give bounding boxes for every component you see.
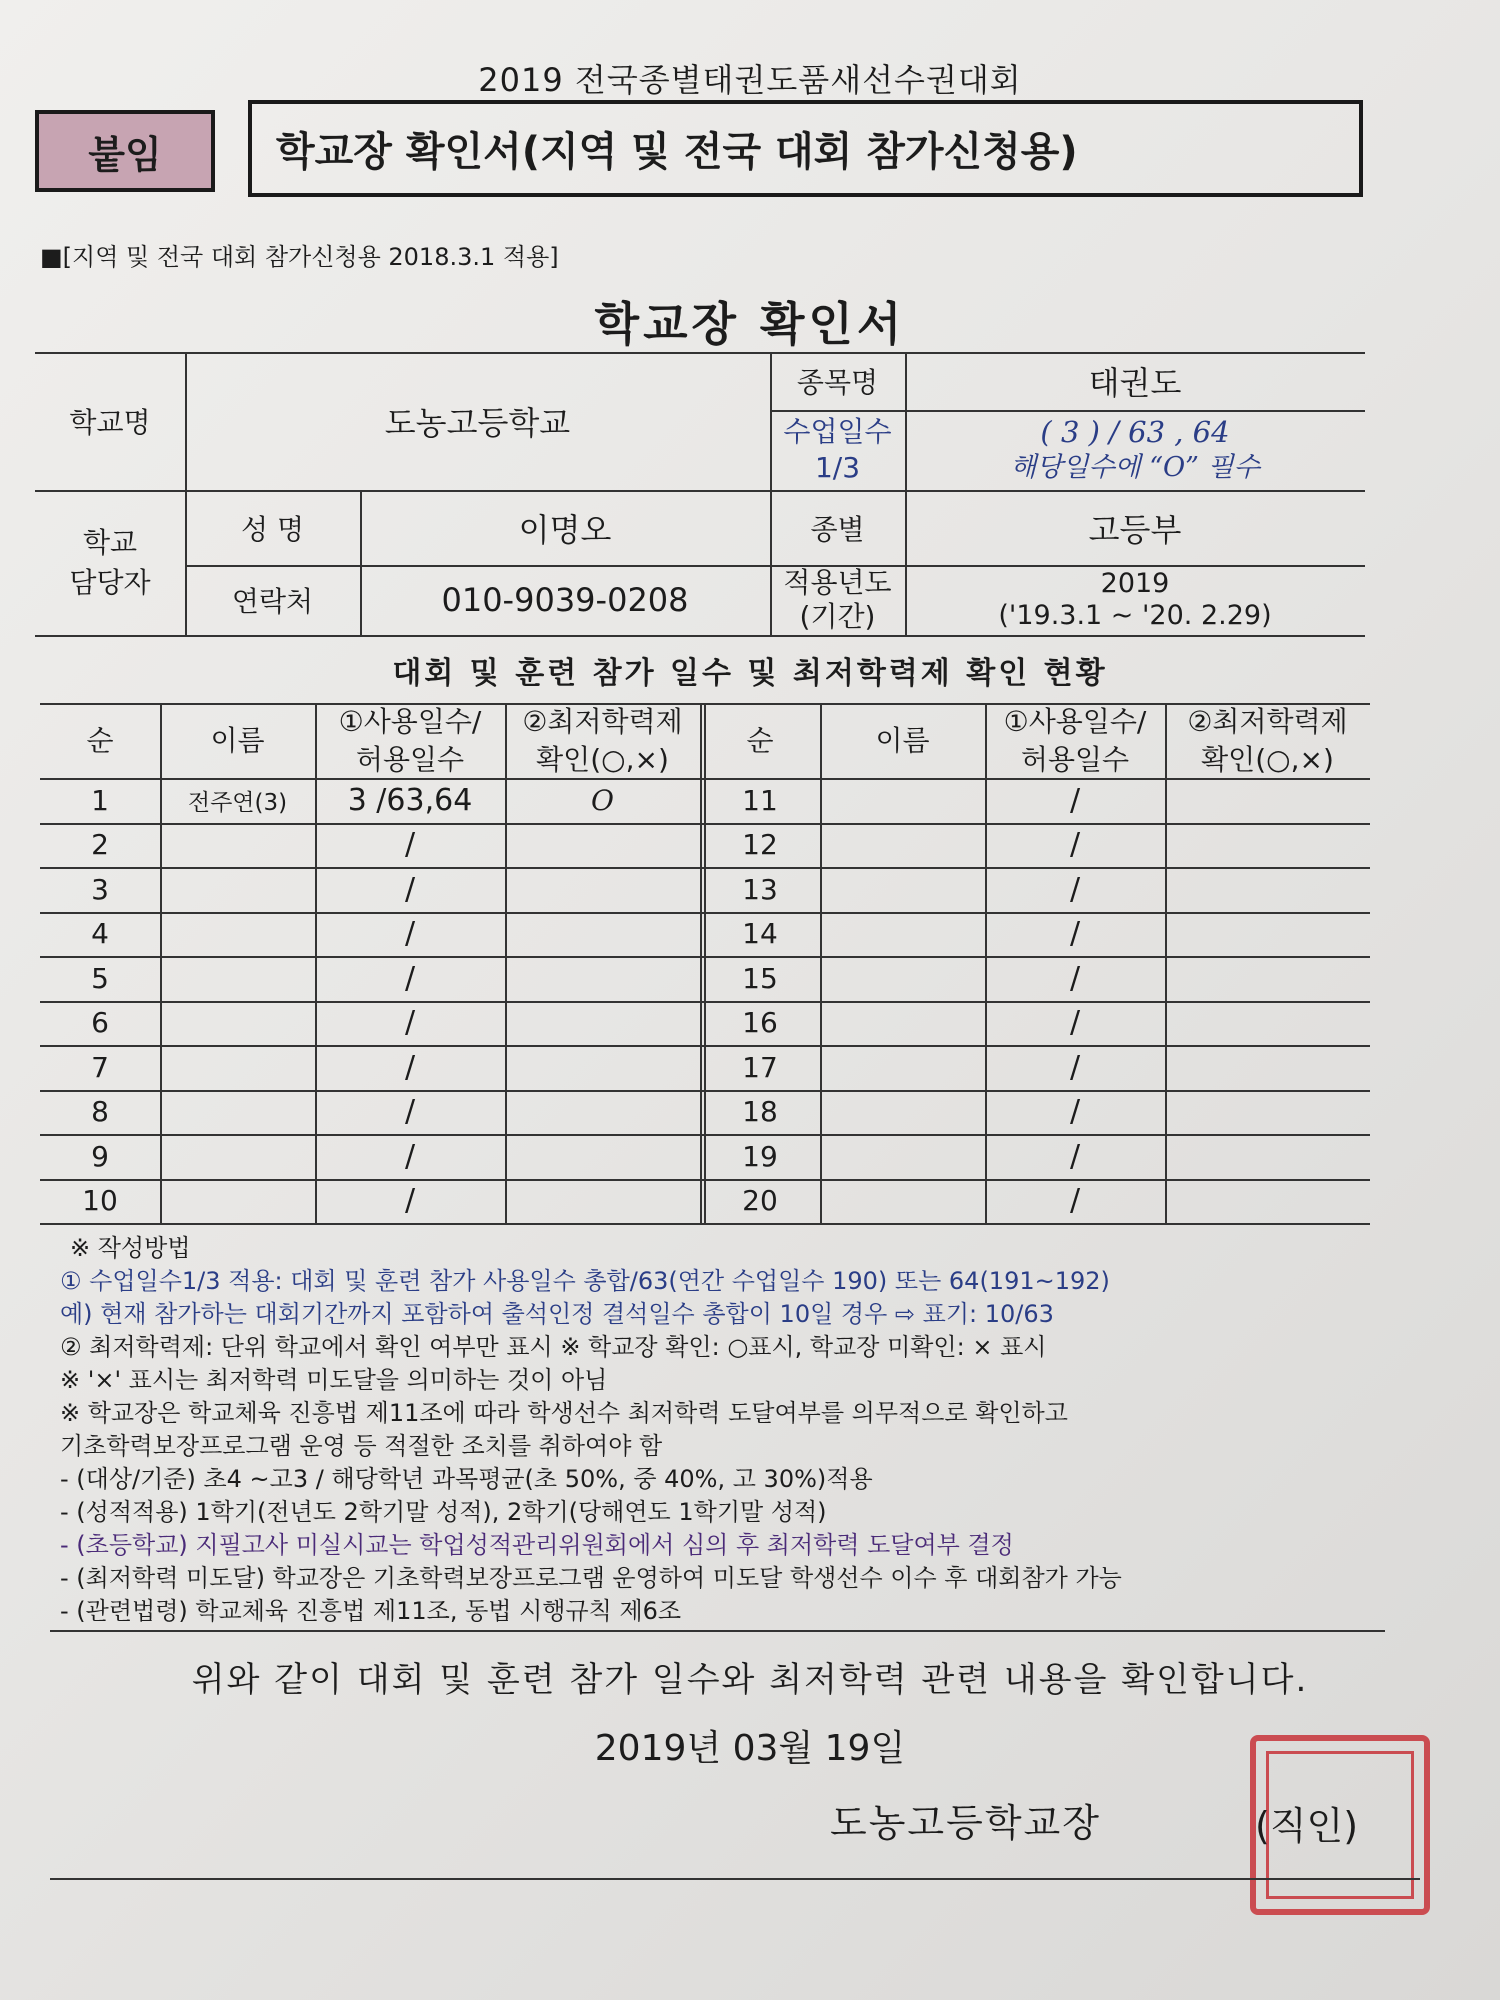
row-min-academic <box>1165 1179 1370 1224</box>
row-name <box>820 1090 985 1135</box>
header-min-academic <box>505 703 700 778</box>
writing-method <box>60 1232 1460 1628</box>
method-lines <box>60 1265 1460 1628</box>
event-value: 태권도 <box>1088 364 1182 402</box>
row-min-academic <box>505 1134 700 1179</box>
row-min-academic <box>1165 823 1370 868</box>
row-name <box>160 823 315 868</box>
doc-title: 학교장 확인서 <box>594 297 906 351</box>
row-days: 3 /63,64 <box>347 782 473 818</box>
method-line: - (초등학교) 지필고사 미실시교는 학업성적관리위원회에서 심의 후 최저학력 도달여부 결정 <box>60 1531 1014 1559</box>
row-name <box>820 1179 985 1224</box>
row-name <box>820 823 985 868</box>
attachment-tag: 붙임 <box>35 110 215 192</box>
confirm-text: 위와 같이 대회 및 훈련 참가 일수와 최저학력 관련 내용을 확인합니다. <box>191 1660 1309 1700</box>
row-name <box>160 912 315 957</box>
row-number: 14 <box>742 917 778 951</box>
row-number: 9 <box>91 1139 109 1173</box>
days-value: ( 3 ) / 63 , 64 <box>1040 415 1230 449</box>
contact-value: 010-9039-0208 <box>441 581 689 619</box>
days-label-line2: 1/3 <box>814 451 861 484</box>
row-number: 13 <box>742 872 778 906</box>
year-value-line2: ('19.3.1 ~ '20. 2.29) <box>998 600 1272 631</box>
row-number: 8 <box>91 1095 109 1129</box>
row-min-academic: O <box>591 783 614 817</box>
row-days: / <box>1069 1005 1081 1041</box>
method-line: ※ 학교장은 학교체육 진흥법 제11조에 따라 학생선수 최저학력 도달여부를 의무적으로 확인하고 <box>60 1399 1068 1427</box>
row-number: 10 <box>82 1184 118 1218</box>
attachment-title: 학교장 확인서(지역 및 전국 대회 참가신청용) <box>248 100 1363 197</box>
row-days: / <box>404 1138 416 1174</box>
header-min-line2: 확인(○,×) <box>1201 742 1334 776</box>
contact-label: 연락처 <box>231 585 314 618</box>
row-days: / <box>404 1005 416 1041</box>
row-days: / <box>404 1049 416 1085</box>
row-number: 5 <box>91 961 109 995</box>
header-min-line1: ②최저학력제 <box>522 704 683 738</box>
row-min-academic <box>505 867 700 912</box>
manager-label-line2: 담당자 <box>69 565 151 599</box>
row-number: 6 <box>91 1006 109 1040</box>
year-value <box>905 565 1365 635</box>
days-value-block <box>905 410 1365 490</box>
header-days-line2: 허용일수 <box>1020 742 1130 776</box>
header-min-line2: 확인(○,×) <box>536 742 669 776</box>
row-number: 17 <box>742 1050 778 1084</box>
method-line: - (관련법령) 학교체육 진흥법 제11조, 동법 시행규칙 제6조 <box>60 1597 682 1625</box>
apply-note: ■[지역 및 전국 대회 참가신청용 2018.3.1 적용] <box>40 243 559 271</box>
event-label: 종목명 <box>796 366 879 399</box>
row-min-academic <box>1165 867 1370 912</box>
method-line: 예) 현재 참가하는 대회기간까지 포함하여 출석인정 결석일수 총합이 10일 경우 ⇨ 표기: 10/63 <box>60 1300 1054 1328</box>
method-line: - (대상/기준) 초4 ~고3 / 해당학년 과목평균(초 50%, 중 40%, 고 30%)적용 <box>60 1465 873 1493</box>
name-value: 이명오 <box>518 510 612 549</box>
row-days: / <box>1069 1094 1081 1130</box>
row-min-academic <box>1165 1001 1370 1046</box>
method-line: 기초학력보장프로그램 운영 등 적절한 조치를 취하여야 함 <box>60 1432 663 1460</box>
header-days-line1: ①사용일수/ <box>338 704 482 738</box>
confirm-date: 2019년 03월 19일 <box>594 1728 906 1769</box>
header-name: 이름 <box>875 723 930 757</box>
row-number: 16 <box>742 1006 778 1040</box>
row-days: / <box>404 916 416 952</box>
row-days: / <box>404 871 416 907</box>
header-days-line1: ①사용일수/ <box>1003 704 1147 738</box>
row-name <box>820 1001 985 1046</box>
row-days: / <box>1069 782 1081 818</box>
row-min-academic <box>1165 1090 1370 1135</box>
section-title: 대회 및 훈련 참가 일수 및 최저학력제 확인 현황 <box>392 656 1108 691</box>
row-name <box>160 1045 315 1090</box>
row-min-academic <box>1165 1045 1370 1090</box>
days-note: 해당일수에 “O” 필수 <box>1010 452 1260 483</box>
row-name <box>820 1045 985 1090</box>
row-days: / <box>1069 1049 1081 1085</box>
school-value: 도농고등학교 <box>384 404 571 442</box>
row-name <box>820 912 985 957</box>
row-days: / <box>1069 960 1081 996</box>
bottom-line <box>50 1878 1420 1880</box>
year-value-line1: 2019 <box>1100 568 1170 599</box>
row-name <box>160 1001 315 1046</box>
days-label <box>770 410 905 490</box>
row-number: 11 <box>742 783 778 817</box>
row-min-academic <box>1165 778 1370 823</box>
row-min-academic <box>505 1045 700 1090</box>
method-line: - (성적적용) 1학기(전년도 2학기말 성적), 2학기(당해연도 1학기말 성적) <box>60 1498 827 1526</box>
row-name <box>820 778 985 823</box>
year-label-line1: 적용년도 <box>783 566 892 599</box>
row-number: 18 <box>742 1095 778 1129</box>
manager-label <box>35 490 185 635</box>
info-line <box>35 635 1365 637</box>
row-name <box>820 867 985 912</box>
row-number: 4 <box>91 917 109 951</box>
row-days: / <box>404 827 416 863</box>
school-label: 학교명 <box>69 406 151 439</box>
row-number: 15 <box>742 961 778 995</box>
method-divider <box>50 1630 1385 1632</box>
row-min-academic <box>505 823 700 868</box>
name-label: 성 명 <box>241 512 304 546</box>
row-number: 2 <box>91 828 109 862</box>
row-days: / <box>1069 1138 1081 1174</box>
header-no: 순 <box>86 723 114 757</box>
row-number: 7 <box>91 1050 109 1084</box>
header-days-line2: 허용일수 <box>355 742 465 776</box>
row-number: 12 <box>742 828 778 862</box>
row-min-academic <box>505 912 700 957</box>
table-line <box>40 1223 1370 1225</box>
row-min-academic <box>505 956 700 1001</box>
row-days: / <box>404 1183 416 1219</box>
method-line: - (최저학력 미도달) 학교장은 기초학력보장프로그램 운영하여 미도달 학생선수 이수 후 대회참가 가능 <box>60 1564 1122 1592</box>
row-name <box>160 1179 315 1224</box>
row-name <box>820 1134 985 1179</box>
row-min-academic <box>505 1001 700 1046</box>
method-line: ① 수업일수1/3 적용: 대회 및 훈련 참가 사용일수 총합/63(연간 수업일수 190) 또는 64(191~192) <box>60 1267 1110 1295</box>
row-name <box>160 1090 315 1135</box>
manager-label-line1: 학교 <box>82 525 138 559</box>
row-name: 전주연(3) <box>187 789 288 816</box>
header-days <box>315 703 505 778</box>
row-number: 3 <box>91 872 109 906</box>
row-name <box>160 1134 315 1179</box>
row-number: 1 <box>91 783 109 817</box>
row-days: / <box>1069 1183 1081 1219</box>
row-days: / <box>1069 916 1081 952</box>
method-line: ※ '×' 표시는 최저학력 미도달을 의미하는 것이 아님 <box>60 1366 608 1394</box>
division-value: 고등부 <box>1088 510 1182 549</box>
seal-label: (직인) <box>1255 1804 1359 1848</box>
row-days: / <box>404 1094 416 1130</box>
header-no: 순 <box>746 723 774 757</box>
days-label-line1: 수업일수 <box>783 415 892 448</box>
row-min-academic <box>1165 912 1370 957</box>
row-number: 19 <box>742 1139 778 1173</box>
row-min-academic <box>505 1090 700 1135</box>
header-min-line1: ②최저학력제 <box>1187 704 1348 738</box>
row-min-academic <box>505 1179 700 1224</box>
method-title: ※ 작성방법 <box>70 1234 191 1262</box>
row-name <box>820 956 985 1001</box>
year-label <box>770 565 905 635</box>
header-days <box>985 703 1165 778</box>
row-days: / <box>1069 827 1081 863</box>
row-name <box>160 956 315 1001</box>
row-min-academic <box>1165 956 1370 1001</box>
row-days: / <box>404 960 416 996</box>
principal-name: 도농고등학교장 <box>830 1801 1101 1845</box>
method-line: ② 최저학력제: 단위 학교에서 확인 여부만 표시 ※ 학교장 확인: ○표시, 학교장 미확인: × 표시 <box>60 1333 1047 1361</box>
header-name: 이름 <box>210 723 265 757</box>
header-min-academic <box>1165 703 1370 778</box>
event-title: 2019 전국종별태권도품새선수권대회 <box>478 61 1022 99</box>
row-name <box>160 867 315 912</box>
row-number: 20 <box>742 1184 778 1218</box>
row-min-academic <box>1165 1134 1370 1179</box>
year-label-line2: (기간) <box>799 600 876 633</box>
row-days: / <box>1069 871 1081 907</box>
division-label: 종별 <box>810 512 865 546</box>
